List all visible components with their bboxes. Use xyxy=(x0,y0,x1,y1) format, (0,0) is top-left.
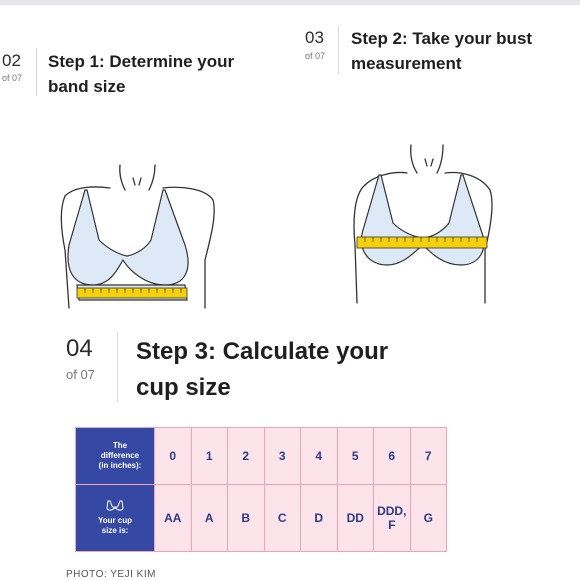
difference-cell: 5 xyxy=(337,428,374,485)
cup-size-cell: G xyxy=(410,484,447,551)
step1-number: 02 xyxy=(2,51,21,70)
difference-cell: 1 xyxy=(191,428,228,485)
cup-size-cell: DD xyxy=(337,484,374,551)
difference-header xyxy=(76,428,155,485)
difference-cell: 2 xyxy=(228,428,265,485)
band-measuring-tape xyxy=(77,288,187,298)
difference-cell: 7 xyxy=(410,428,447,485)
cup-size-header xyxy=(76,484,155,551)
cup-size-row xyxy=(76,484,447,551)
bra-icon xyxy=(106,500,124,512)
step1-title xyxy=(48,49,234,99)
step2-number: 03 xyxy=(305,28,324,47)
step2-title xyxy=(351,26,532,76)
step2-divider xyxy=(338,26,339,74)
cup-size-cell: A xyxy=(191,484,228,551)
step1-title-line1: Step 1: Determine your xyxy=(48,52,235,71)
cup-size-cell: DDD, F xyxy=(374,484,411,551)
step1-divider xyxy=(36,48,37,96)
step2-title-line1: Step 2: Take your bust xyxy=(351,29,533,48)
top-border xyxy=(0,0,580,5)
difference-cell: 3 xyxy=(264,428,301,485)
step1-title-line2: band size xyxy=(48,77,126,96)
step3-number: 04 xyxy=(66,335,93,362)
cup-size-cell: C xyxy=(264,484,301,551)
step3-title xyxy=(136,334,388,406)
difference-row xyxy=(76,428,447,485)
cup-size-table xyxy=(75,427,447,552)
difference-cell: 4 xyxy=(301,428,338,485)
step2-of-total: of 07 xyxy=(305,51,326,61)
photo-credit: PHOTO: YEJI KIM xyxy=(66,569,156,580)
band-measure-illustration xyxy=(55,160,225,310)
cup-size-header-line1: Your cup xyxy=(97,515,133,525)
step3-of-total: of 07 xyxy=(66,367,95,382)
difference-cell: 0 xyxy=(155,428,192,485)
difference-header-line1: The xyxy=(112,440,128,450)
cup-size-cell: B xyxy=(228,484,265,551)
bust-measuring-tape xyxy=(357,237,487,248)
step2-title-line2: measurement xyxy=(351,54,462,73)
cup-size-cell: AA xyxy=(155,484,192,551)
bust-measure-illustration xyxy=(345,135,505,305)
step3-title-line1: Step 3: Calculate your xyxy=(136,338,389,365)
step3-title-line2: cup size xyxy=(136,374,231,401)
difference-header-line2: difference xyxy=(100,450,140,460)
step1-of-total: of 07 xyxy=(2,73,23,83)
difference-header-line3: (in inches): xyxy=(98,460,142,470)
cup-size-header-line2: size is: xyxy=(101,525,129,535)
step3-divider xyxy=(117,332,118,402)
cup-size-cell: D xyxy=(301,484,338,551)
difference-cell: 6 xyxy=(374,428,411,485)
